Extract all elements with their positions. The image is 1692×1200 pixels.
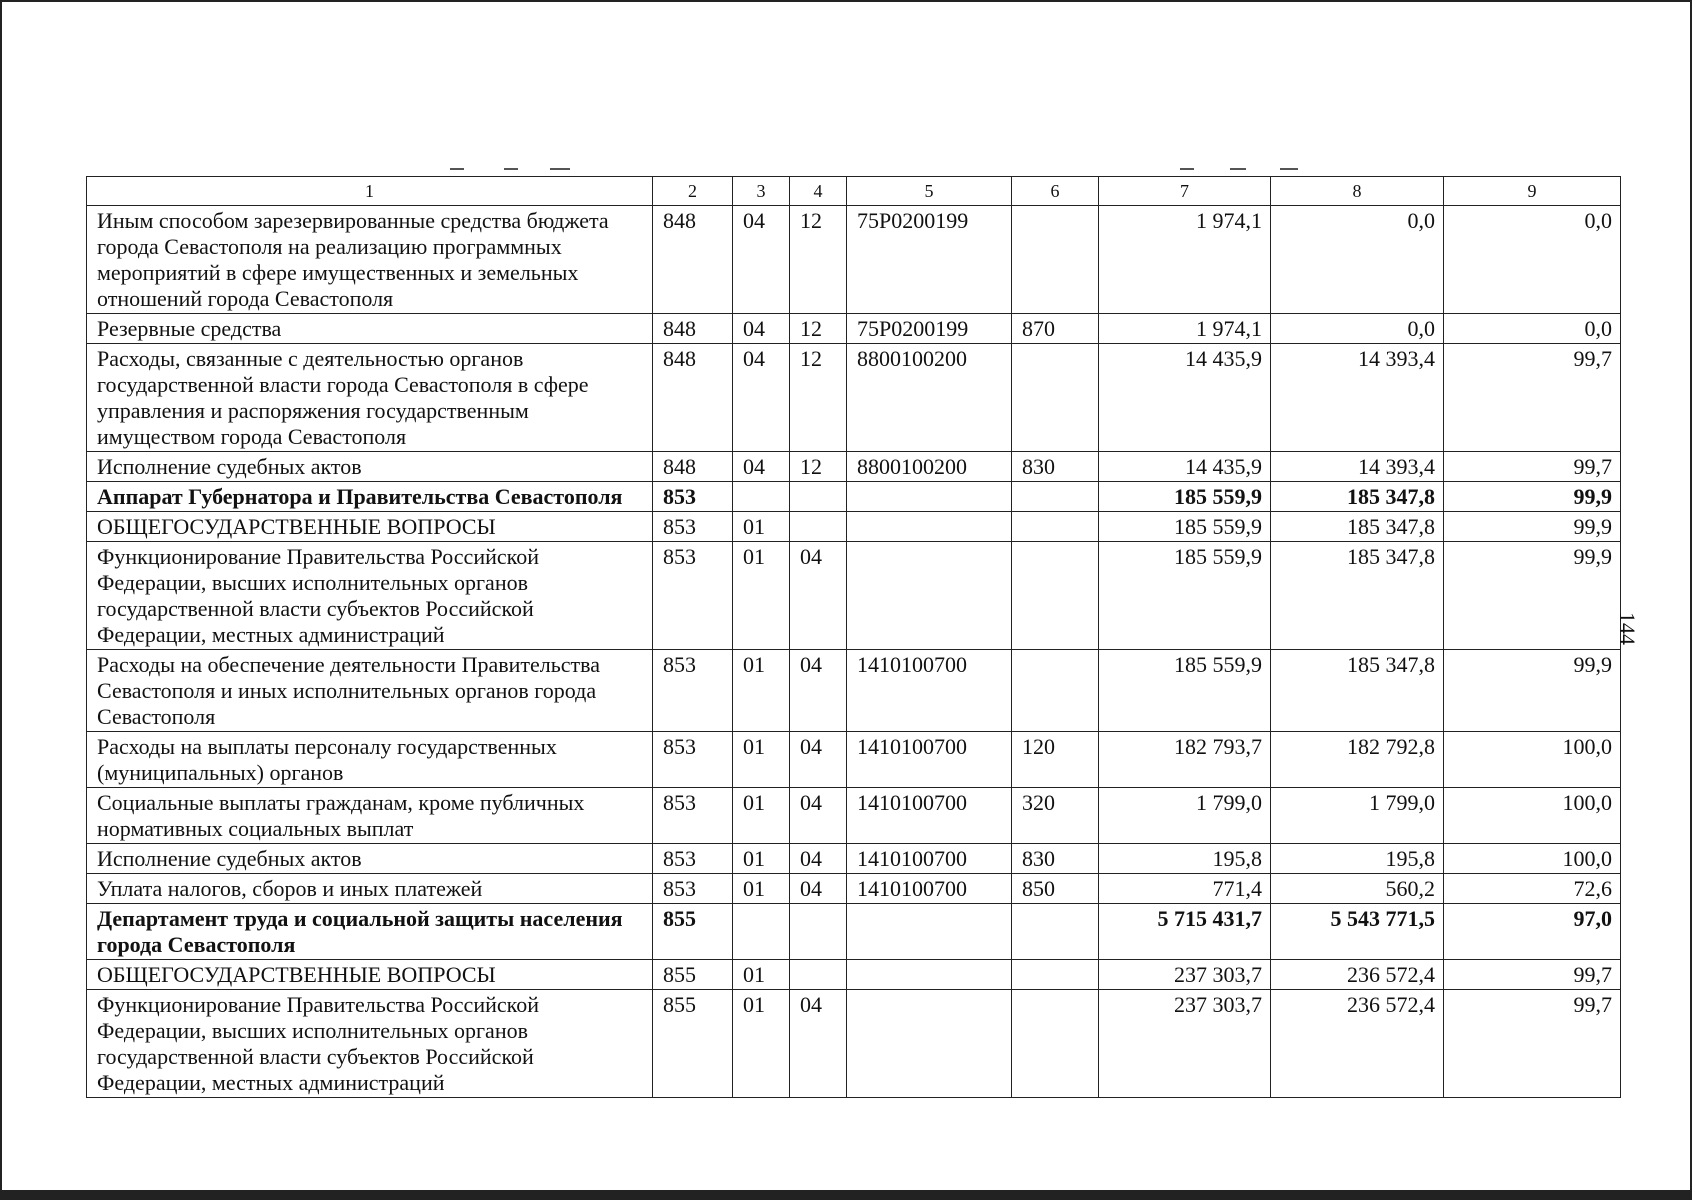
cell-section: 04 [733, 314, 790, 344]
cell-percent: 97,0 [1444, 904, 1621, 960]
table-body [87, 206, 1621, 1098]
budget-table [86, 176, 1621, 1098]
cell-name: Исполнение судебных актов [87, 452, 653, 482]
cell-ved-code: 848 [653, 206, 733, 314]
cell-planned: 1 799,0 [1099, 788, 1271, 844]
cell-executed: 14 393,4 [1271, 344, 1444, 452]
cell-executed: 185 347,8 [1271, 482, 1444, 512]
table-row [87, 732, 1621, 788]
page-number: 144 [1615, 612, 1640, 645]
column-header-5: 5 [847, 177, 1012, 206]
cell-subsection: 12 [790, 314, 847, 344]
column-header-3: 3 [733, 177, 790, 206]
cell-name: Расходы, связанные с деятельностью органов государственной власти города Севастополя в сфере управления и распоряжения государственным имуществом города Севастополя [87, 344, 653, 452]
cell-section: 01 [733, 844, 790, 874]
cell-target-article [847, 542, 1012, 650]
cell-section: 01 [733, 542, 790, 650]
cell-subsection: 04 [790, 844, 847, 874]
cell-ved-code: 848 [653, 314, 733, 344]
column-header-8: 8 [1271, 177, 1444, 206]
cell-planned: 195,8 [1099, 844, 1271, 874]
cell-subsection: 04 [790, 788, 847, 844]
column-header-6: 6 [1012, 177, 1099, 206]
cell-expense-type [1012, 990, 1099, 1098]
cell-section: 04 [733, 206, 790, 314]
cell-name: Иным способом зарезервированные средства бюджета города Севастополя на реализацию программных мероприятий в сфере имущественных и земельных отношений города Севастополя [87, 206, 653, 314]
cell-subsection [790, 960, 847, 990]
cell-planned: 185 559,9 [1099, 650, 1271, 732]
cell-ved-code: 853 [653, 482, 733, 512]
table-row [87, 788, 1621, 844]
cell-target-article: 1410100700 [847, 732, 1012, 788]
cell-subsection: 04 [790, 542, 847, 650]
cell-name: Расходы на обеспечение деятельности Правительства Севастополя и иных исполнительных органов города Севастополя [87, 650, 653, 732]
cell-target-article: 8800100200 [847, 452, 1012, 482]
cell-target-article [847, 960, 1012, 990]
cell-section: 01 [733, 650, 790, 732]
cell-name: Социальные выплаты гражданам, кроме публичных нормативных социальных выплат [87, 788, 653, 844]
header-row [87, 177, 1621, 206]
cell-subsection [790, 482, 847, 512]
cell-name: Функционирование Правительства Российской Федерации, высших исполнительных органов государственной власти субъектов Российской Федерации, местных администраций [87, 990, 653, 1098]
cell-section: 01 [733, 960, 790, 990]
cell-executed: 0,0 [1271, 314, 1444, 344]
cell-percent: 99,7 [1444, 960, 1621, 990]
table-row [87, 844, 1621, 874]
cell-subsection [790, 512, 847, 542]
table-row [87, 512, 1621, 542]
table-row [87, 542, 1621, 650]
cell-target-article [847, 512, 1012, 542]
cell-percent: 99,9 [1444, 542, 1621, 650]
cell-subsection: 04 [790, 874, 847, 904]
cell-target-article: 1410100700 [847, 650, 1012, 732]
cell-ved-code: 855 [653, 904, 733, 960]
cell-planned: 237 303,7 [1099, 990, 1271, 1098]
cell-percent: 100,0 [1444, 844, 1621, 874]
cell-target-article: 75Р0200199 [847, 314, 1012, 344]
cell-expense-type [1012, 960, 1099, 990]
table-row [87, 482, 1621, 512]
cell-planned: 182 793,7 [1099, 732, 1271, 788]
cell-planned: 185 559,9 [1099, 512, 1271, 542]
cell-name: Расходы на выплаты персоналу государственных (муниципальных) органов [87, 732, 653, 788]
cell-section: 04 [733, 344, 790, 452]
cell-ved-code: 855 [653, 960, 733, 990]
cell-expense-type: 320 [1012, 788, 1099, 844]
cell-name: Уплата налогов, сборов и иных платежей [87, 874, 653, 904]
cell-ved-code: 853 [653, 788, 733, 844]
column-header-7: 7 [1099, 177, 1271, 206]
cell-executed: 185 347,8 [1271, 512, 1444, 542]
cell-percent: 100,0 [1444, 732, 1621, 788]
cell-name: Исполнение судебных актов [87, 844, 653, 874]
table-row [87, 452, 1621, 482]
cell-expense-type: 830 [1012, 844, 1099, 874]
cell-executed: 560,2 [1271, 874, 1444, 904]
cell-executed: 195,8 [1271, 844, 1444, 874]
cell-section: 01 [733, 788, 790, 844]
cell-ved-code: 853 [653, 650, 733, 732]
table-row [87, 904, 1621, 960]
table-row [87, 314, 1621, 344]
cell-section [733, 482, 790, 512]
cell-expense-type [1012, 482, 1099, 512]
cell-percent: 100,0 [1444, 788, 1621, 844]
cell-section: 01 [733, 512, 790, 542]
cell-expense-type: 870 [1012, 314, 1099, 344]
scan-marks [450, 164, 1350, 172]
cell-subsection: 04 [790, 650, 847, 732]
cell-percent: 99,7 [1444, 344, 1621, 452]
cell-percent: 0,0 [1444, 314, 1621, 344]
cell-expense-type: 830 [1012, 452, 1099, 482]
cell-target-article: 75Р0200199 [847, 206, 1012, 314]
cell-percent: 99,7 [1444, 990, 1621, 1098]
table-row [87, 650, 1621, 732]
cell-name: Резервные средства [87, 314, 653, 344]
cell-name: ОБЩЕГОСУДАРСТВЕННЫЕ ВОПРОСЫ [87, 512, 653, 542]
cell-executed: 236 572,4 [1271, 960, 1444, 990]
cell-expense-type [1012, 512, 1099, 542]
column-header-2: 2 [653, 177, 733, 206]
cell-section [733, 904, 790, 960]
cell-name: Департамент труда и социальной защиты населения города Севастополя [87, 904, 653, 960]
cell-target-article: 1410100700 [847, 874, 1012, 904]
cell-expense-type [1012, 206, 1099, 314]
cell-planned: 1 974,1 [1099, 206, 1271, 314]
cell-section: 04 [733, 452, 790, 482]
cell-subsection: 12 [790, 206, 847, 314]
table-row [87, 344, 1621, 452]
cell-target-article [847, 904, 1012, 960]
cell-subsection: 12 [790, 344, 847, 452]
cell-ved-code: 853 [653, 732, 733, 788]
cell-expense-type: 850 [1012, 874, 1099, 904]
cell-percent: 72,6 [1444, 874, 1621, 904]
cell-planned: 5 715 431,7 [1099, 904, 1271, 960]
cell-executed: 14 393,4 [1271, 452, 1444, 482]
cell-expense-type: 120 [1012, 732, 1099, 788]
cell-percent: 99,7 [1444, 452, 1621, 482]
cell-percent: 99,9 [1444, 650, 1621, 732]
cell-target-article: 1410100700 [847, 844, 1012, 874]
cell-target-article: 8800100200 [847, 344, 1012, 452]
cell-name: ОБЩЕГОСУДАРСТВЕННЫЕ ВОПРОСЫ [87, 960, 653, 990]
cell-executed: 1 799,0 [1271, 788, 1444, 844]
cell-ved-code: 853 [653, 512, 733, 542]
cell-name: Аппарат Губернатора и Правительства Севастополя [87, 482, 653, 512]
cell-executed: 5 543 771,5 [1271, 904, 1444, 960]
table-row [87, 206, 1621, 314]
cell-executed: 182 792,8 [1271, 732, 1444, 788]
table-row [87, 960, 1621, 990]
cell-subsection [790, 904, 847, 960]
cell-section: 01 [733, 874, 790, 904]
cell-target-article [847, 482, 1012, 512]
cell-expense-type [1012, 650, 1099, 732]
cell-subsection: 04 [790, 732, 847, 788]
cell-planned: 14 435,9 [1099, 344, 1271, 452]
cell-expense-type [1012, 904, 1099, 960]
cell-planned: 771,4 [1099, 874, 1271, 904]
cell-name: Функционирование Правительства Российской Федерации, высших исполнительных органов государственной власти субъектов Российской Федерации, местных администраций [87, 542, 653, 650]
column-header-4: 4 [790, 177, 847, 206]
cell-target-article: 1410100700 [847, 788, 1012, 844]
cell-expense-type [1012, 542, 1099, 650]
cell-executed: 185 347,8 [1271, 542, 1444, 650]
cell-planned: 185 559,9 [1099, 542, 1271, 650]
cell-executed: 0,0 [1271, 206, 1444, 314]
cell-target-article [847, 990, 1012, 1098]
cell-planned: 185 559,9 [1099, 482, 1271, 512]
cell-ved-code: 848 [653, 452, 733, 482]
cell-section: 01 [733, 732, 790, 788]
column-header-1: 1 [87, 177, 653, 206]
cell-ved-code: 855 [653, 990, 733, 1098]
cell-section: 01 [733, 990, 790, 1098]
cell-ved-code: 853 [653, 844, 733, 874]
table-row [87, 990, 1621, 1098]
cell-percent: 0,0 [1444, 206, 1621, 314]
cell-planned: 1 974,1 [1099, 314, 1271, 344]
cell-planned: 14 435,9 [1099, 452, 1271, 482]
cell-ved-code: 853 [653, 542, 733, 650]
table-row [87, 874, 1621, 904]
cell-subsection: 04 [790, 990, 847, 1098]
cell-subsection: 12 [790, 452, 847, 482]
cell-ved-code: 853 [653, 874, 733, 904]
cell-percent: 99,9 [1444, 482, 1621, 512]
cell-expense-type [1012, 344, 1099, 452]
cell-executed: 185 347,8 [1271, 650, 1444, 732]
cell-executed: 236 572,4 [1271, 990, 1444, 1098]
cell-planned: 237 303,7 [1099, 960, 1271, 990]
cell-percent: 99,9 [1444, 512, 1621, 542]
column-header-9: 9 [1444, 177, 1621, 206]
cell-ved-code: 848 [653, 344, 733, 452]
